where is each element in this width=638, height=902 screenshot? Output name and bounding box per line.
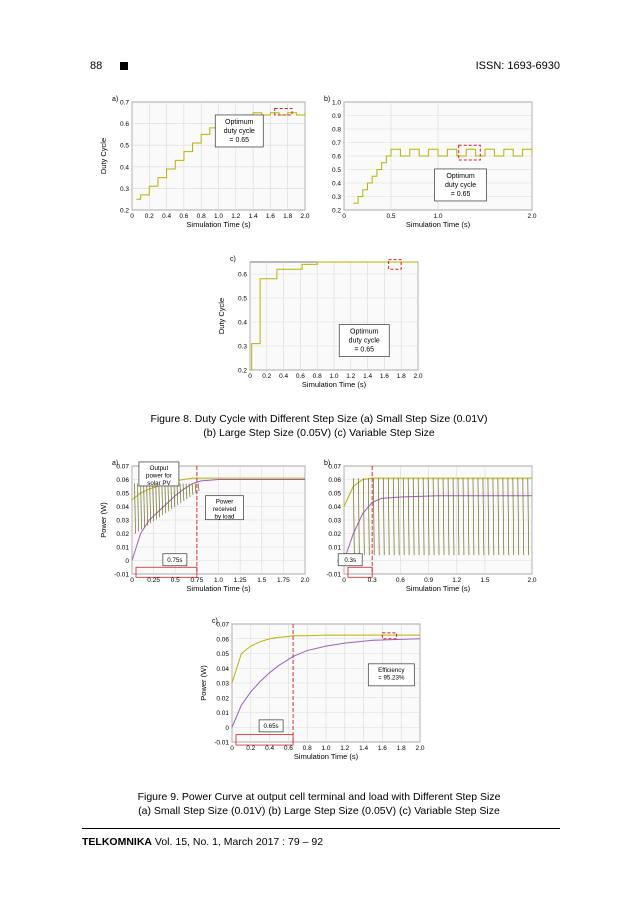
fig8b-svg: [318, 92, 538, 240]
x-tick-label: 0: [230, 745, 234, 752]
x-tick-label: 0.2: [262, 373, 272, 380]
y-tick-label: 0.7: [119, 99, 129, 107]
annotation-text: solar PV: [147, 479, 171, 487]
panel-label: a): [112, 96, 119, 103]
footer-journal: TELKOMNIKA: [82, 836, 152, 848]
y-tick-label: 0.02: [116, 531, 129, 538]
x-tick-label: 0.6: [395, 577, 405, 584]
figure8-caption-line1: Figure 8. Duty Cycle with Different Step Size (a) Small Step Size (0.01V): [150, 413, 488, 425]
x-tick-label: 0.8: [302, 745, 312, 752]
figure9-caption-line2: (a) Small Step Size (0.01V) (b) Large Step Size (0.05V) (c) Variable Step Size: [138, 805, 500, 817]
x-axis-label: Simulation Time (s): [405, 584, 471, 593]
x-axis-label: Simulation Time (s): [186, 220, 251, 229]
x-tick-label: 1.25: [233, 577, 247, 584]
y-tick-label: 0.2: [119, 207, 129, 215]
y-tick-label: 0.04: [328, 504, 341, 511]
x-tick-label: 1.0: [329, 373, 339, 380]
chart-fig8c: [204, 252, 424, 400]
annotation-text: received: [212, 506, 237, 514]
x-tick-label: 0.4: [162, 213, 172, 220]
y-axis-label: Power (W): [199, 665, 208, 701]
y-tick-label: 0.6: [331, 153, 341, 161]
y-tick-label: 0.03: [216, 680, 229, 688]
y-tick-label: 0.03: [116, 517, 129, 525]
x-tick-label: 0.6: [179, 213, 189, 220]
annotation-text: 0.75s: [167, 556, 183, 564]
x-tick-label: 1.4: [363, 373, 373, 380]
y-tick-label: 0.02: [328, 531, 341, 538]
x-tick-label: 1.8: [396, 745, 406, 752]
x-tick-label: 1.0: [213, 213, 224, 220]
y-tick-label: 0.2: [237, 367, 247, 375]
x-tick-label: 0: [342, 577, 346, 584]
annotation-text: duty cycle: [444, 181, 477, 189]
x-axis-label: Simulation Time (s): [186, 584, 251, 593]
figure8-caption: [60, 412, 578, 440]
x-tick-label: 1.6: [379, 373, 389, 380]
x-tick-label: 0.5: [386, 213, 396, 220]
fig9b-svg: [318, 456, 538, 604]
y-tick-label: -0.01: [214, 739, 229, 747]
chart-fig9c: [186, 614, 426, 784]
x-axis-label: Simulation Time (s): [405, 220, 471, 229]
y-tick-label: 0.01: [216, 710, 229, 717]
y-tick-label: 0.3: [237, 343, 247, 351]
annotation-text: power for: [146, 472, 172, 480]
x-tick-label: 2.0: [527, 577, 537, 584]
x-axis-label: Simulation Time (s): [301, 380, 367, 389]
x-tick-label: 1.75: [277, 577, 290, 584]
y-tick-label: 0: [125, 558, 129, 565]
y-axis-label: Duty Cycle: [99, 137, 108, 175]
x-tick-label: 0.4: [265, 745, 275, 752]
y-tick-label: 0: [225, 724, 229, 732]
x-tick-label: 0.75: [190, 577, 204, 584]
x-tick-label: 0.9: [424, 577, 434, 584]
x-tick-label: 0: [130, 577, 134, 584]
y-tick-label: 0.6: [237, 271, 247, 279]
chart-fig9a: [96, 456, 311, 604]
y-tick-label: 0.05: [216, 651, 229, 658]
x-tick-label: 1.8: [396, 373, 406, 380]
y-tick-label: 0.3: [119, 185, 129, 193]
fig9a-svg: [96, 456, 311, 604]
y-tick-label: 0.8: [331, 126, 341, 134]
y-tick-label: 0.6: [119, 121, 129, 129]
x-tick-label: 0: [130, 213, 134, 220]
x-tick-label: 1.4: [359, 745, 369, 752]
x-tick-label: 1.6: [377, 745, 387, 752]
y-tick-label: 0.9: [331, 113, 341, 120]
y-axis-label: Power (W): [99, 502, 108, 538]
panel-label: b): [324, 96, 331, 103]
y-tick-label: 0.05: [328, 490, 341, 498]
x-tick-label: 0.8: [312, 373, 322, 380]
figure9-caption-line1: Figure 9. Power Curve at output cell terminal and load with Different Step Size: [137, 791, 501, 803]
y-tick-label: -0.01: [114, 571, 129, 579]
chart-fig9b: [318, 456, 538, 604]
annotation-text: duty cycle: [348, 337, 380, 345]
panel-label: b): [324, 460, 331, 467]
x-tick-label: 2.0: [413, 373, 423, 380]
y-tick-label: 0.2: [331, 207, 341, 215]
y-tick-label: 0.07: [328, 463, 341, 471]
y-tick-label: 0.01: [328, 544, 341, 552]
y-tick-label: 0.02: [216, 695, 229, 703]
y-tick-label: 0.4: [237, 319, 247, 327]
y-tick-label: 0.07: [116, 463, 129, 471]
y-tick-label: -0.01: [326, 571, 341, 579]
annotation-text: Output: [149, 464, 169, 472]
footer: [82, 836, 323, 848]
x-tick-label: 1.0: [213, 577, 224, 584]
annotation-text: = 0.65: [354, 346, 375, 354]
x-tick-label: 0.2: [144, 213, 154, 220]
y-tick-label: 0.5: [331, 167, 341, 174]
chart-fig8a: [96, 92, 311, 240]
figure8-caption-line2: (b) Large Step Size (0.05V) (c) Variable Step Size: [203, 427, 435, 439]
x-tick-label: 0.5: [170, 577, 180, 584]
y-tick-label: 0.03: [328, 517, 341, 525]
fig9c-svg: [186, 614, 426, 784]
footer-details: Vol. 15, No. 1, March 2017 : 79 – 92: [154, 836, 324, 848]
x-tick-label: 2.0: [527, 213, 537, 220]
x-tick-label: 0.2: [246, 745, 256, 752]
x-tick-label: 0.3: [367, 577, 377, 584]
x-tick-label: 1.5: [257, 577, 267, 584]
y-tick-label: 0.06: [216, 636, 229, 644]
x-tick-label: 1.5: [480, 577, 490, 584]
y-tick-label: 0.04: [116, 504, 129, 511]
annotation-text: 0.3s: [344, 556, 357, 564]
annotation-text: = 95.23%: [378, 674, 405, 682]
annotation-text: Efficiency: [378, 666, 405, 674]
chart-fig8b: [318, 92, 538, 240]
y-tick-label: 0.7: [331, 140, 341, 147]
x-tick-label: 2.0: [300, 213, 310, 220]
y-tick-label: 0.04: [216, 665, 229, 673]
annotation-text: Optimum: [225, 118, 254, 126]
fig8a-svg: [96, 92, 311, 240]
x-tick-label: 0.25: [147, 577, 160, 584]
annotation-text: = 0.65: [229, 136, 250, 144]
panel-label: c): [212, 618, 218, 625]
x-tick-label: 1.2: [340, 745, 350, 752]
fig8c-svg: [204, 252, 424, 400]
y-tick-label: 1.0: [331, 99, 341, 107]
x-tick-label: 2.0: [300, 577, 310, 584]
x-tick-label: 1.8: [283, 213, 293, 220]
x-tick-label: 0.4: [279, 373, 289, 380]
x-tick-label: 1.2: [346, 373, 356, 380]
y-tick-label: 0.4: [119, 164, 129, 172]
x-tick-label: 1.2: [452, 577, 462, 584]
header-square-icon: [120, 62, 128, 70]
figure9-caption: [60, 790, 578, 818]
y-tick-label: 0.01: [116, 544, 129, 552]
x-tick-label: 0: [342, 213, 346, 220]
x-tick-label: 1.0: [321, 745, 331, 752]
panel-label: c): [230, 256, 236, 263]
annotation-text: = 0.65: [450, 190, 471, 198]
y-tick-label: 0.05: [116, 490, 129, 498]
y-axis-label: Duty Cycle: [217, 297, 226, 335]
annotation-text: by load: [214, 513, 235, 521]
annotation-text: Power: [215, 498, 234, 506]
y-tick-label: 0.07: [216, 621, 229, 629]
x-tick-label: 1.4: [248, 213, 258, 220]
annotation-text: Optimum: [350, 328, 379, 336]
x-tick-label: 0.6: [295, 373, 305, 380]
y-tick-label: 0.5: [237, 295, 247, 303]
y-tick-label: 0.06: [328, 477, 341, 484]
issn: ISSN: 1693-6930: [475, 60, 560, 72]
y-tick-label: 0.06: [116, 477, 129, 484]
annotation-text: Optimum: [446, 172, 475, 180]
x-tick-label: 1.2: [231, 213, 241, 220]
x-tick-label: 1.0: [433, 213, 443, 220]
annotation-text: 0.65s: [263, 722, 279, 730]
x-tick-label: 0: [248, 373, 252, 380]
x-axis-label: Simulation Time (s): [293, 752, 359, 761]
x-tick-label: 0.8: [196, 213, 206, 220]
y-tick-label: 0.5: [119, 142, 129, 150]
footer-divider: [82, 828, 560, 829]
x-tick-label: 0.6: [283, 745, 293, 752]
y-tick-label: 0.4: [331, 180, 341, 188]
page-number: 88: [90, 60, 103, 72]
x-tick-label: 2.0: [415, 745, 425, 752]
panel-label: a): [112, 460, 119, 467]
y-tick-label: 0.3: [331, 194, 341, 201]
x-tick-label: 1.6: [265, 213, 275, 220]
annotation-text: duty cycle: [223, 127, 255, 135]
